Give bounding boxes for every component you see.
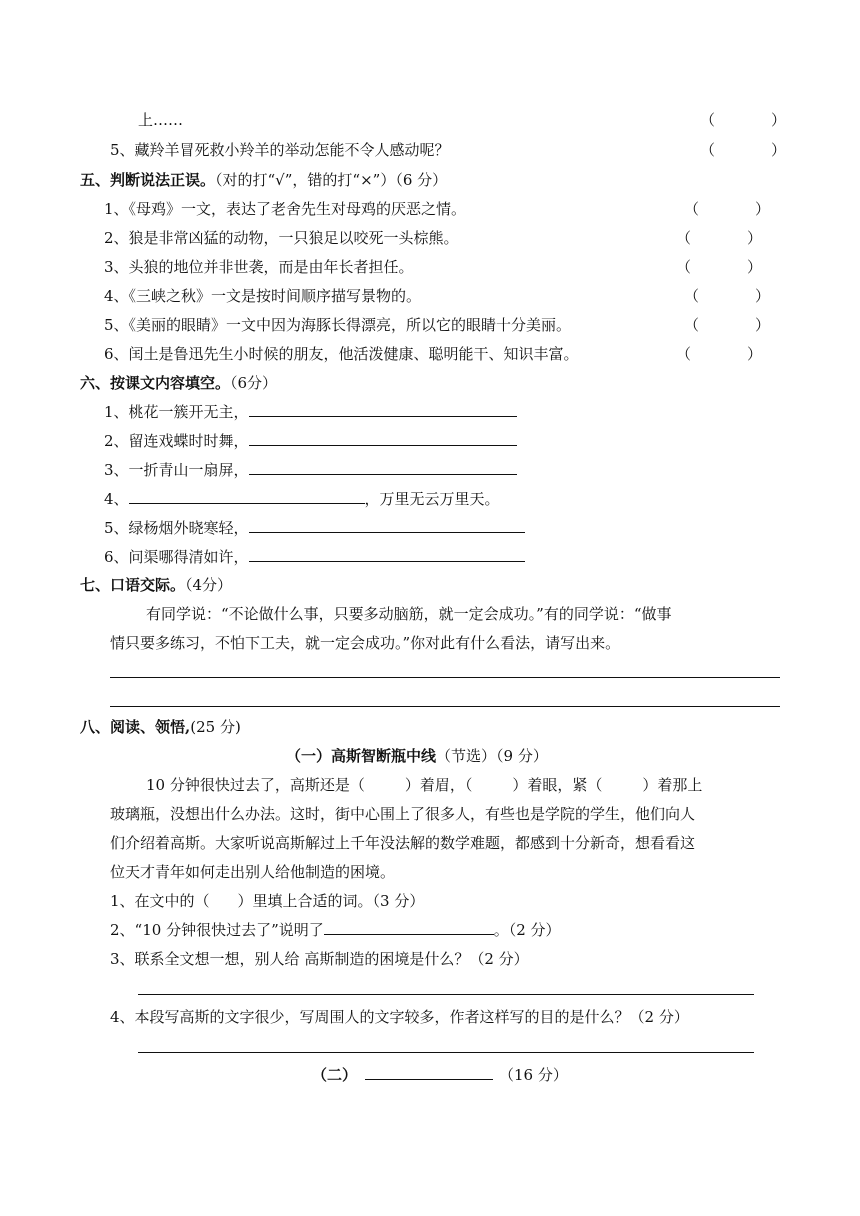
fill-item-3: 3、一折青山一扇屏， [104,459,517,481]
answer-paren: （ ） [676,229,763,247]
answer-paren: （ ） [700,111,787,129]
answer-blank[interactable] [249,430,517,446]
answer-blank[interactable] [129,488,365,504]
answer-blank[interactable] [249,401,517,417]
answer-blank[interactable] [249,459,517,475]
answer-paren: （ ） [676,345,763,363]
passage-line-2: 玻璃瓶，没想出什么办法。这时，街中心围上了很多人，有些也是学院的学生，他们向人 [110,805,696,823]
fill-item-1: 1、桃花一簇开无主， [104,401,517,423]
fill-item-5: 5、绿杨烟外晓寒轻， [104,517,525,539]
section-7-prompt-line-2: 情只要多练习，不怕下工夫，就一定会成功。”你对此有什么看法，请写出来。 [110,634,621,652]
answer-paren: （ ） [684,287,771,305]
reading-question-1: 1、在文中的（ ）里填上合适的词。（3 分） [110,892,425,910]
judge-item-1: 1、《母鸡》一文，表达了老舍先生对母鸡的厌恶之情。 [104,200,467,218]
judge-item-3: 3、头狼的地位并非世袭，而是由年长者担任。 [104,258,414,276]
answer-paren: （ ） [684,200,771,218]
passage-line-1: 10 分钟很快过去了，高斯还是（ ）着眉，（ ）着眼，紧（ ）着那上 [146,776,703,794]
judge-item-5: 5、《美丽的眼睛》一文中因为海豚长得漂亮，所以它的眼睛十分美丽。 [104,316,572,334]
reading-question-3: 3、联系全文想一想，别人给 高斯制造的困境是什么？（2 分） [110,950,529,968]
section-5-heading: 五、判断说法正误。（对的打“√”，错的打“×”）（6 分） [80,171,448,189]
fill-item-4: 4、 ，万里无云万里天。 [104,490,500,508]
section-6-heading: 六、按课文内容填空。（6分） [80,374,278,392]
answer-blank[interactable] [249,546,525,562]
answer-paren: （ ） [684,316,771,334]
answer-paren: （ ） [700,141,787,159]
answer-paren: （ ） [676,258,763,276]
judge-item-6: 6、闰土是鲁迅先生小时候的朋友，他活泼健康、聪明能干、知识丰富。 [104,345,579,363]
answer-line[interactable] [110,677,780,678]
prev-item-tail: 上…… [138,111,184,129]
passage-1-title: （一）高斯智断瓶中线（节选）（9 分） [286,747,548,765]
passage-line-4: 位天才青年如何走出别人给他制造的困境。 [110,863,396,881]
passage-2-title-blank[interactable] [365,1064,493,1080]
fill-item-2: 2、留连戏蝶时时舞， [104,430,517,452]
answer-line[interactable] [138,994,754,995]
judge-item-4: 4、《三峡之秋》一文是按时间顺序描写景物的。 [104,287,422,305]
reading-question-4: 4、本段写高斯的文字很少，写周围人的文字较多，作者这样写的目的是什么？（2 分） [110,1008,689,1026]
passage-line-3: 们介绍着高斯。大家听说高斯解过上千年没法解的数学难题，都感到十分新奇，想看看这 [110,834,696,852]
fill-item-6: 6、问渠哪得清如许， [104,546,525,568]
prev-item-5: 5、藏羚羊冒死救小羚羊的举动怎能不令人感动呢？ [110,141,450,159]
answer-blank[interactable] [324,919,494,935]
section-7-heading: 七、口语交际。（4分） [80,576,233,594]
judge-item-2: 2、狼是非常凶猛的动物，一只狼足以咬死一头棕熊。 [104,229,459,247]
section-7-prompt-line-1: 有同学说：“不论做什么事，只要多动脑筋，就一定会成功。”有的同学说：“做事 [146,605,672,623]
answer-line[interactable] [138,1052,754,1053]
passage-2-title: （二） （16 分） [312,1066,568,1084]
section-8-heading: 八、阅读、领悟,(25 分) [80,718,241,736]
answer-line[interactable] [110,706,780,707]
reading-question-2: 2、“10 分钟很快过去了”说明了 。（2 分） [110,921,561,939]
answer-blank[interactable] [249,517,525,533]
